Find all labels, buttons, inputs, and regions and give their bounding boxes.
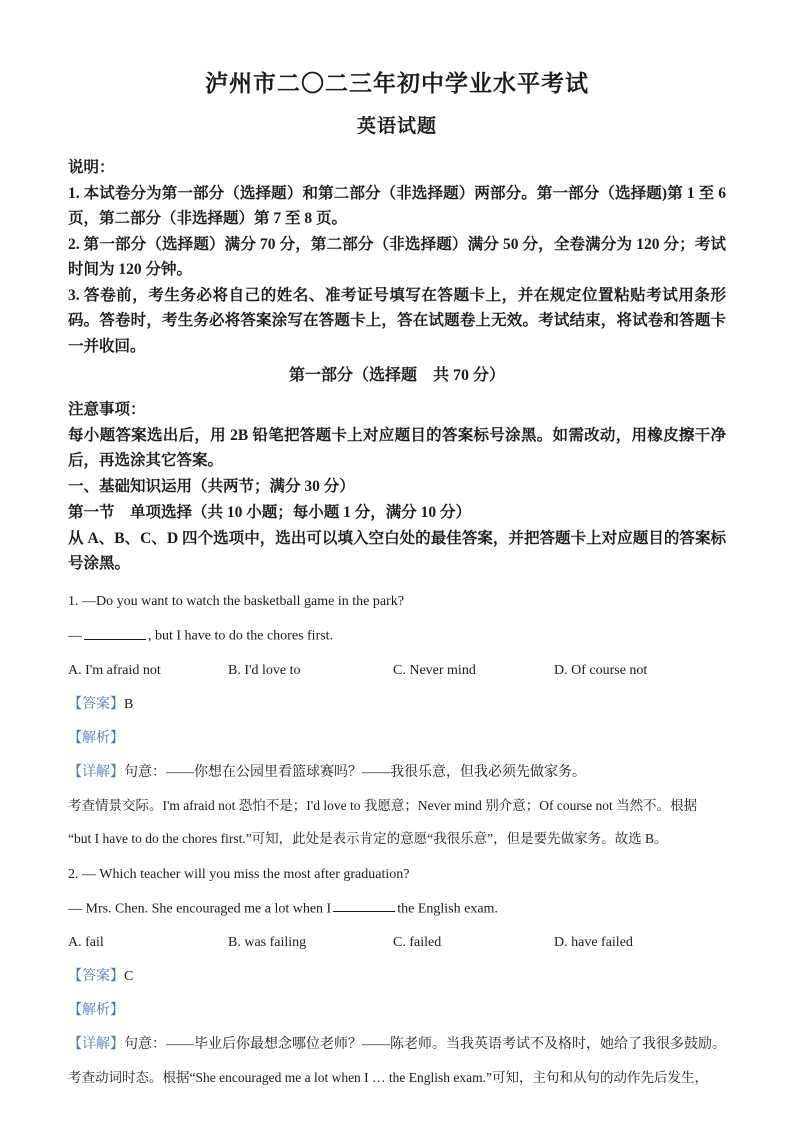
question-1-stem-line-1: 1. —Do you want to watch the basketball game in the park? bbox=[68, 594, 404, 610]
question-1-option-c[interactable]: C. Never mind bbox=[393, 662, 476, 678]
question-2-tail: the English exam. bbox=[397, 901, 498, 917]
question-1-answer bbox=[68, 694, 726, 715]
instructions-heading: 说明： bbox=[68, 158, 115, 176]
question-1-explanation-line-2: “but I have to do the chores first.”可知，此处是表示肯定的意愿“我很乐意”，但是要先做家务。故选 B。 bbox=[68, 830, 668, 846]
page-title: 泸州市二〇二三年初中学业水平考试 bbox=[205, 71, 589, 96]
question-2-blank bbox=[333, 898, 395, 912]
instruction-item-2: 2. 第一部分（选择题）满分 70 分，第二部分（非选择题）满分 50 分，全卷满分为 120 分；考试时间为 120 分钟。 bbox=[68, 236, 726, 279]
section-one-subheading: 第一节 单项选择（共 10 小题；每小题 1 分，满分 10 分） bbox=[68, 504, 472, 521]
analysis-marker: 【解析】 bbox=[68, 1003, 124, 1019]
section-one-heading: 一、基础知识运用（共两节；满分 30 分） bbox=[68, 477, 355, 495]
analysis-marker: 【解析】 bbox=[68, 730, 124, 746]
instruction-item-3: 3. 答卷前，考生务必将自己的姓名、准考证号填写在答题卡上，并在规定位置粘贴考试用条形码。答卷时，考生务必将答案涂写在答题卡上，答在试题卷上无效。考试结束，将试卷和答题卡一并收回。 bbox=[68, 287, 726, 355]
instruction-item-1: 1. 本试卷分为第一部分（选择题）和第二部分（非选择题）两部分。第一部分（选择题)第 1 至 6 页，第二部分（非选择题）第 7 至 8 页。 bbox=[68, 184, 726, 227]
question-1-blank bbox=[84, 625, 146, 639]
question-2-options bbox=[68, 932, 726, 953]
answer-marker: 【答案】 bbox=[68, 969, 124, 985]
detail-marker: 【详解】 bbox=[68, 1037, 124, 1053]
question-1-detail-text: 句意：——你想在公园里看篮球赛吗？——我很乐意，但我必须先做家务。 bbox=[124, 764, 586, 780]
question-2-option-a[interactable]: A. fail bbox=[68, 935, 104, 951]
question-2-option-d[interactable]: D. have failed bbox=[554, 935, 633, 951]
question-2-explanation-line-1: 考查动词时态。根据“She encouraged me a lot when I … the English exam.”可知，主句和从句的动作先后发生， bbox=[68, 1070, 709, 1086]
page-subtitle: 英语试题 bbox=[356, 116, 437, 138]
detail-marker: 【详解】 bbox=[68, 764, 124, 780]
question-1-stem-line-2 bbox=[68, 625, 726, 646]
question-1-option-a[interactable]: A. I'm afraid not bbox=[68, 662, 161, 678]
question-1-analysis-marker-row bbox=[68, 728, 726, 749]
answer-marker: 【答案】 bbox=[68, 696, 124, 712]
question-2-detail-text: 句意：——毕业后你最想念哪位老师？——陈老师。当我英语考试不及格时，她给了我很多鼓励。 bbox=[124, 1037, 726, 1053]
question-2-lead: — Mrs. Chen. She encouraged me a lot when I bbox=[68, 901, 332, 917]
question-2-detail bbox=[68, 1034, 726, 1055]
part-one-heading: 第一部分（选择题 共 70 分） bbox=[288, 366, 505, 384]
question-2-answer-value: C bbox=[124, 969, 134, 985]
question-2-stem-line-2 bbox=[68, 898, 726, 919]
question-1-detail bbox=[68, 762, 726, 783]
question-2-analysis-marker-row bbox=[68, 1000, 726, 1021]
page-content bbox=[68, 0, 726, 1089]
question-1-options bbox=[68, 660, 726, 681]
question-1-answer-value: B bbox=[124, 696, 134, 712]
question-2-option-c[interactable]: C. failed bbox=[393, 935, 442, 951]
question-1-dash: — bbox=[68, 628, 82, 644]
question-2-stem-line-1: 2. — Which teacher will you miss the most after graduation? bbox=[68, 867, 410, 883]
question-2-option-b[interactable]: B. was failing bbox=[228, 935, 307, 951]
notice-heading: 注意事项： bbox=[68, 400, 146, 418]
notice-text: 每小题答案选出后，用 2B 铅笔把答题卡上对应题目的答案标号涂黑。如需改动，用橡皮擦干净后，再选涂其它答案。 bbox=[68, 426, 726, 469]
question-1-tail: , but I have to do the chores first. bbox=[148, 628, 334, 644]
question-1-option-d[interactable]: D. Of course not bbox=[554, 662, 648, 678]
section-one-directions: 从 A、B、C、D 四个选项中，选出可以填入空白处的最佳答案，并把答题卡上对应题目的答案标号涂黑。 bbox=[68, 530, 726, 573]
question-1-explanation-line-1: 考查情景交际。I'm afraid not 恐怕不是；I'd love to 我愿意；Never mind 别介意；Of course not 当然不。根据 bbox=[68, 797, 698, 813]
question-2-answer bbox=[68, 966, 726, 987]
question-1-option-b[interactable]: B. I'd love to bbox=[228, 662, 301, 678]
